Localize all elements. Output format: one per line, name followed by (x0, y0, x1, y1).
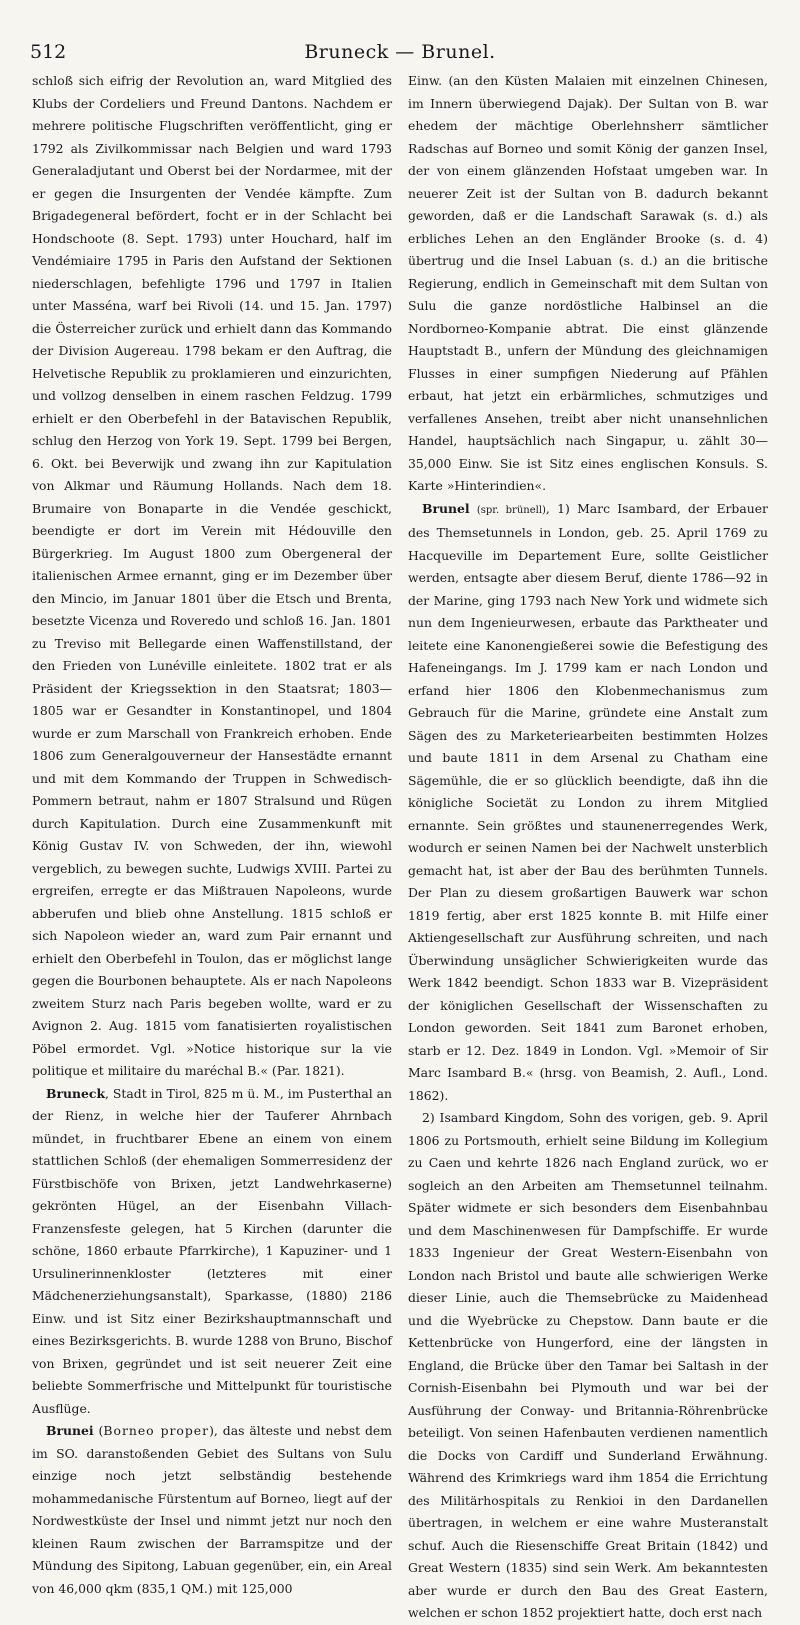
boulogne-continuation-paragraph: schloß sich eifrig der Revolution an, ward Mitglied des Klubs der Cordeliers und Freund Dantons. Nachdem er mehrere politische Flugschriften veröffentlicht, ging er 1792 als Zivilkommissar nach Belgien und ward 1793 Generaladjutant und Oberst bei der Nordarmee, mit der er gegen die Insurgenten der Vendée kämpfte. Zum Brigadegeneral befördert, focht er in der Schlacht bei Hondschoote (8. Sept. 1793) unter Houchard, half im Vendémiaire 1795 in Paris den Aufstand der Sektionen niederschlagen, befehligte 1796 und 1797 in Italien unter Masséna, warf bei Rivoli (14. und 15. Jan. 1797) die Österreicher zurück und erhielt dann das Kommando der Division Augereau. 1798 bekam er den Auftrag, die Helvetische Republik zu proklamieren und einzurichten, und vollzog denselben in einem raschen Feldzug. 1799 erhielt er den Oberbefehl in der Batavischen Republik, schlug den Herzog von York 19. Sept. 1799 bei Bergen, 6. Okt. bei Beverwijk und zwang ihn zur Kapitulation von Alkmar und Räumung Hollands. Nach dem 18. Brumaire von Bonaparte in die Vendée geschickt, beendigte er dort im Verein mit Hédouville den Bürgerkrieg. Im August 1800 zum Obergeneral der italienischen Armee ernannt, ging er im Dezember über den Mincio, im Januar 1801 über die Etsch und Brenta, besetzte Vicenza und Roveredo und schloß 16. Jan. 1801 zu Treviso mit Bellegarde einen Waffenstillstand, der den Frieden von Lunéville einleitete. 1802 trat er als Präsident der Kriegssektion in den Staatsrat; 1803—1805 war er Gesandter in Konstantinopel, und 1804 wurde er zum Marschall von Frankreich erhoben. Ende 1806 zum Generalgouverneur der Hansestädte ernannt und mit dem Kommando der Truppen in Schwedisch-Pommern betraut, nahm er 1807 Stralsund und Rügen durch Kapitulation. Durch eine Zusammenkunft mit König Gustav IV. von Schweden, der ihn, wiewohl vergeblich, zu bewegen suchte, Ludwigs XVIII. Partei zu ergreifen, erregte er das Mißtrauen Napoleons, wurde abberufen und blieb ohne Anstellung. 1815 schloß er sich Napoleon wieder an, ward zum Pair ernannt und erhielt den Oberbefehl in Toulon, das er möglichst lange gegen die Bourbonen behauptete. Als er nach Napoleons zweitem Sturz nach Paris begeben wollte, ward er zu Avignon 2. Aug. 1815 vom fanatisierten royalistischen Pöbel ermordet. Vgl. »Notice historique sur la vie politique et militaire du maréchal B.« (Par. 1821). (32, 73, 392, 1078)
entry-brunel (408, 498, 768, 1108)
brunei-alternate-name: Borneo proper (103, 1423, 210, 1438)
page-header (30, 38, 770, 68)
entry-brunei: Brunei (Borneo proper), das älteste und nebst dem im SO. daranstoßenden Gebiet des Sultans von Sulu einzige noch jetzt selbständig bestehende mohammedanische Fürstentum auf Borneo, liegt auf der Nordwestküste der Insel und nimmt jetzt nur noch den kleinen Raum zwischen der Barramspitze und der Mündung des Sipitong, Labuan gegenüber, ein, ein Areal von 46,000 qkm (835,1 QM.) mit 125,000 (32, 1423, 392, 1596)
page-number: 512 (30, 41, 67, 63)
entry-brunel-text: , 1) Marc Isambard, der Erbauer des Themsetunnels in London, geb. 25. April 1769 zu Hacqueville im Departement Eure, sollte Geistlicher werden, entsagte aber diesem Beruf, diente 1786—92 in der Marine, ging 1793 nach New York und widmete sich nun dem Ingenieurwesen, erbaute das Parktheater und leitete eine Kanonengießerei sowie die Befestigung des Hafeneingangs. Im J. 1799 kam er nach London und erfand hier 1806 den Klobenmechanismus zum Gebrauch für die Marine, gründete eine Anstalt zum Sägen des zu Marketeriearbeiten bestimmten Holzes und baute 1811 in dem Arsenal zu Chatham eine Sägemühle, die er so glücklich beendigte, daß ihn die königliche Societät zu London zu ihrem Mitglied ernannte. Sein größtes und staunenerregendes Werk, wodurch er seinen Namen bei der Nachwelt unsterblich gemacht hat, ist aber der Bau des berühmten Tunnels. Der Plan zu diesem großartigen Bauwerk war schon 1819 fertig, aber erst 1825 konnte B. mit Hilfe einer Aktiengesellschaft zur Ausführung schreiten, und nach Überwindung unsäglicher Schwierigkeiten wurde das Werk 1842 beendigt. Schon 1833 war B. Vizepräsident der königlichen Gesellschaft der Wissenschaften zu London geworden. Seit 1841 zum Baronet erhoben, starb er 12. Dez. 1849 in London. Vgl. »Memoir of Sir Marc Isambard B.« (hrsg. von Beamish, 2. Aufl., Lond. 1862). (408, 500, 768, 1103)
entry-brunel-isambard-kingdom: 2) Isambard Kingdom, Sohn des vorigen, geb. 9. April 1806 zu Portsmouth, erhielt seine Bildung im Kollegium zu Caen und kehrte 1826 nach England zurück, wo er sogleich an den Arbeiten am Themsetunnel teilnahm. Später widmete er sich besonders dem Eisenbahnbau und dem Maschinenwesen für Dampfschiffe. Er wurde 1833 Ingenieur der Great Western-Eisenbahn von London nach Bristol und baute alle schwierigen Werke dieser Linie, auch die Themsebrücke zu Maidenhead und die Wyebrücke zu Chepstow. Dann baute er die Kettenbrücke von Hungerford, eine der längsten in England, die Brücke über den Tamar bei Saltash in der Cornish-Eisenbahn bei Plymouth und war bei der Ausführung der Conway- und Britannia-Röhrenbrücke beteiligt. Von seinen Hafenbauten verdienen namentlich die Docks von Cardiff und Sunderland Erwähnung. Während des Krimkriegs ward ihm 1854 die Errichtung des Militärhospitals zu Renkioi in den Dardanellen übertragen, in welchem er eine wahre Musteranstalt schuf. Auch die Riesenschiffe Great Britain (1842) und Great Western (1835) sind sein Werk. Am bekanntesten aber wurde er durch den Bau des Great Eastern, welchen er schon 1852 projektiert hatte, doch erst nach (408, 1110, 768, 1620)
headword-brunel: Brunel (422, 500, 470, 516)
headword-brunei: Brunei (46, 1423, 94, 1438)
pronunciation-note: (spr. brünell) (476, 504, 546, 516)
headword-bruneck: Bruneck (46, 1085, 106, 1101)
brunei-continuation-paragraph: Einw. (an den Küsten Malaien mit einzelnen Chinesen, im Innern überwiegend Dajak). Der Sultan von B. war ehedem der mächtige Oberlehnsherr sämtlicher Radschas auf Borneo und somit König der ganzen Insel, der von einem glänzenden Hofstaat umgeben war. In neuerer Zeit ist der Sultan von B. dadurch bekannt geworden, daß er die Landschaft Sarawak (s. d.) als erbliches Lehen an den Engländer Brooke (s. d. 4) übertrug und die Insel Labuan (s. d.) an die britische Regierung, endlich in Gemeinschaft mit dem Sultan von Sulu die ganze nordöstliche Halbinsel an die Nordborneo-Kompanie abtrat. Die einst glänzende Hauptstadt B., unfern der Mündung des gleichnamigen Flusses in einer sumpfigen Niederung auf Pfählen erbaut, hat jetzt ein erbärmliches, schmutziges und verfallenes Ansehen, treibt aber nicht unansehnlichen Handel, hauptsächlich nach Singapur, u. zählt 30—35,000 Einw. Sie ist Sitz eines englischen Konsuls. S. Karte »Hinterindien«. (408, 73, 768, 493)
entry-brunei-text: , das älteste und nebst dem im SO. daranstoßenden Gebiet des Sultans von Sulu einzige noch jetzt selbständig bestehende mohammedanische Fürstentum auf Borneo, liegt auf der Nordwestküste der Insel und nimmt jetzt nur noch den kleinen Raum zwischen der Barramspitze und der Mündung des Sipitong, Labuan gegenüber, ein, ein Areal von 46,000 qkm (835,1 QM.) mit 125,000 (32, 1423, 392, 1596)
entry-bruneck-text: , Stadt in Tirol, 825 m ü. M., im Pusterthal an der Rienz, in welche hier der Tauferer Ahrnbach mündet, in fruchtbarer Ebene an einem von einem stattlichen Schloß (der ehemaligen Sommerresidenz der Fürstbischöfe von Brixen, jetzt Landwehrkaserne) gekrönten Hügel, an der Eisenbahn Villach-Franzensfeste gelegen, hat 5 Kirchen (darunter die schöne, 1860 erbaute Pfarrkirche), 1 Kapuziner- und 1 Ursulinerinnenkloster (letzteres mit einer Mädchenerziehungsanstalt), Sparkasse, (1880) 2186 Einw. und ist Sitz einer Bezirkshauptmannschaft und eines Bezirksgerichts. B. wurde 1288 von Bruno, Bischof von Brixen, gegründet und ist seit neuerer Zeit eine beliebte Sommerfrische und Mittelpunkt für touristische Ausflüge. (32, 1085, 392, 1416)
right-column (408, 70, 768, 1620)
running-title: Bruneck — Brunel. (304, 41, 496, 63)
entry-bruneck (32, 1083, 392, 1421)
left-column (32, 70, 392, 1596)
